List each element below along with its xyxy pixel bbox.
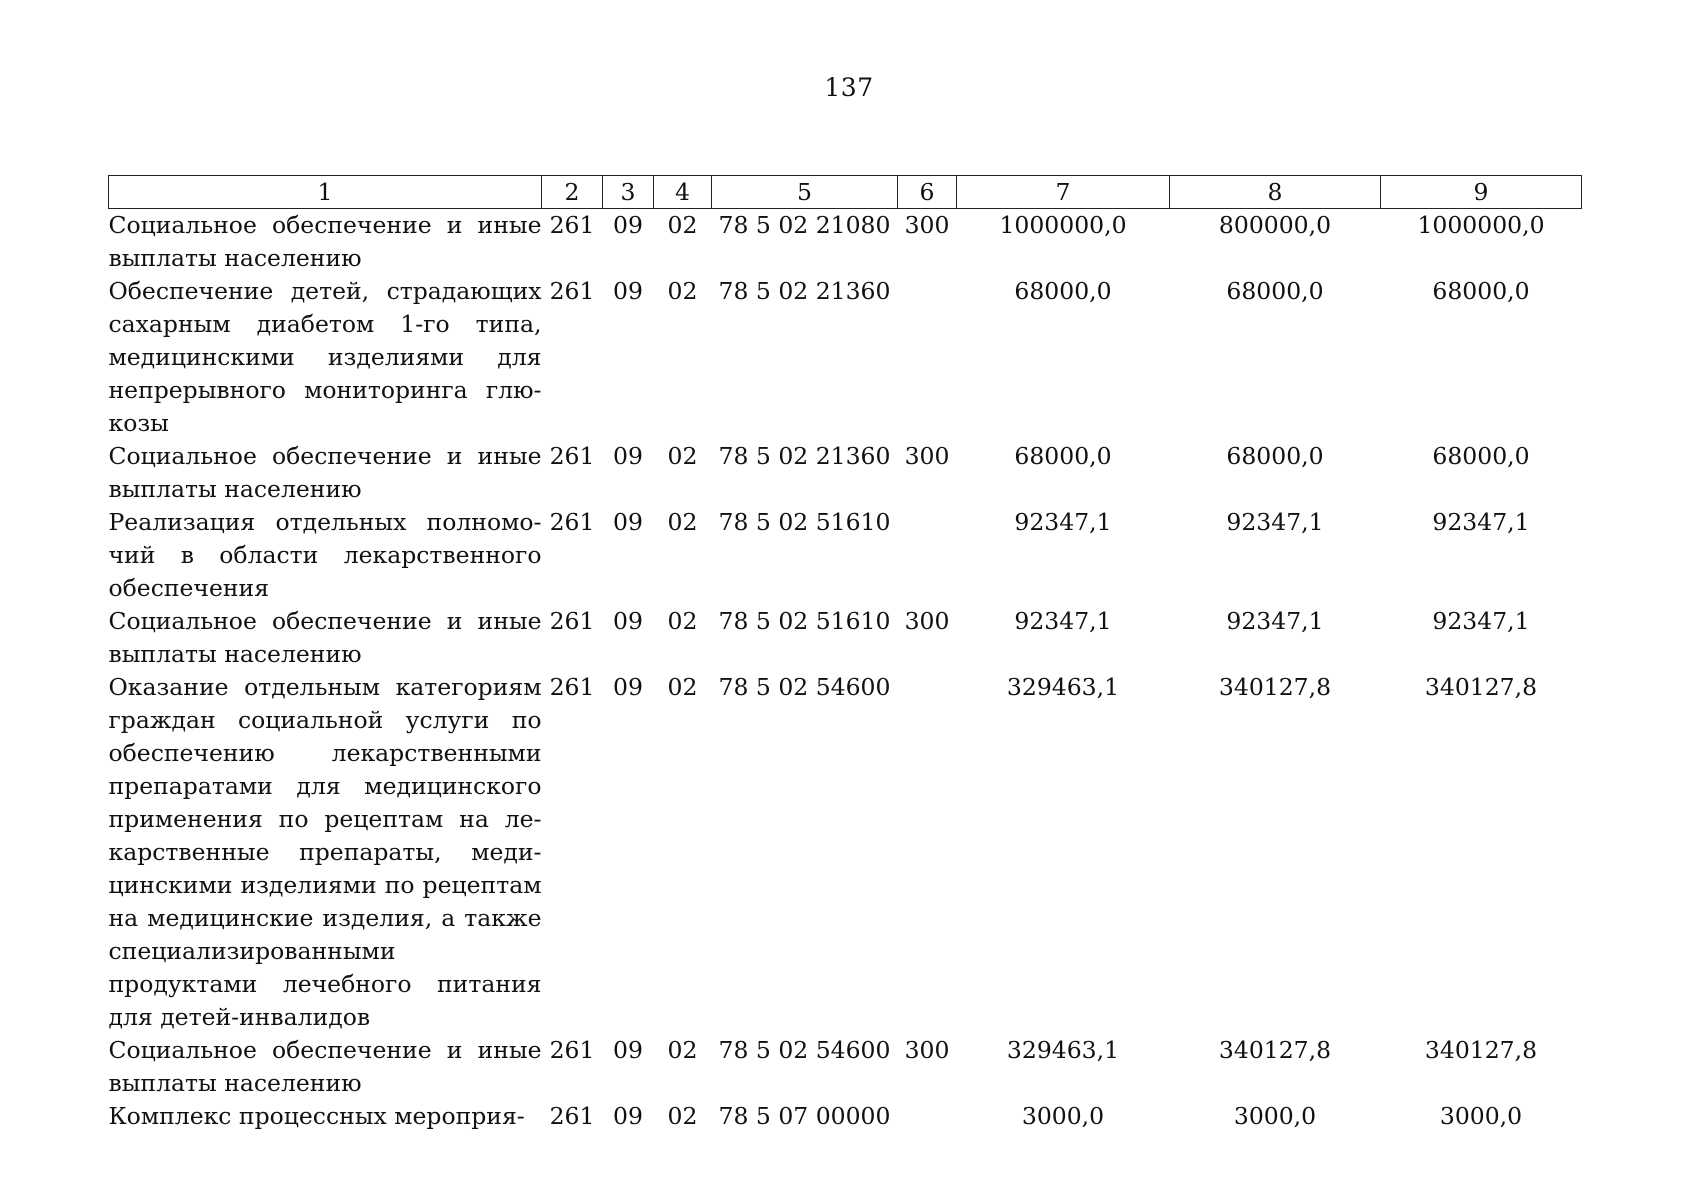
- row-name-cell: Комплекс процессных мероприя-: [108, 1102, 525, 1130]
- expense-type-cell: [898, 275, 957, 440]
- column-number-row: [109, 176, 1582, 209]
- table-row: [109, 1100, 1582, 1133]
- amount-cell: 68000,0: [1432, 442, 1530, 470]
- expense-type-cell: [898, 671, 957, 1034]
- subsection-code-cell: 02: [667, 1036, 698, 1064]
- section-code-cell: 261: [549, 673, 595, 701]
- column-header: 8: [1170, 176, 1381, 209]
- table-row: [109, 506, 1582, 605]
- target-article-cell: 78 5 02 51610: [718, 607, 891, 635]
- table-row: [109, 209, 1582, 276]
- target-article-cell: 78 5 02 21080: [718, 211, 891, 239]
- amount-cell: 340127,8: [1218, 673, 1332, 701]
- amount-cell: 1000000,0: [1417, 211, 1545, 239]
- subsection-code-cell: 09: [613, 673, 643, 701]
- amount-cell: 92347,1: [1226, 508, 1324, 536]
- amount-cell: 92347,1: [1014, 607, 1112, 635]
- target-article-cell: 78 5 07 00000: [718, 1102, 891, 1130]
- expense-type-cell: 300: [904, 442, 950, 470]
- column-header: 1: [109, 176, 542, 209]
- section-code-cell: 261: [549, 442, 595, 470]
- amount-cell: 68000,0: [1014, 277, 1112, 305]
- row-name-cell: Социальное обеспечение и иные выплаты населению: [108, 607, 542, 668]
- amount-cell: 329463,1: [1006, 673, 1120, 701]
- expense-type-cell: 300: [904, 607, 950, 635]
- section-code-cell: 261: [549, 211, 595, 239]
- amount-cell: 92347,1: [1014, 508, 1112, 536]
- subsection-code-cell: 09: [613, 1102, 643, 1130]
- subsection-code-cell: 02: [667, 607, 698, 635]
- expense-type-cell: [898, 506, 957, 605]
- row-name-cell: Реализация отдельных полномочий в области лекарственного обеспечения: [108, 508, 542, 602]
- subsection-code-cell: 02: [667, 673, 698, 701]
- table-body: [109, 209, 1582, 1134]
- target-article-cell: 78 5 02 21360: [718, 277, 891, 305]
- budget-table: [108, 175, 1582, 1133]
- row-name-cell: Социальное обеспечение и иные выплаты населению: [108, 1036, 542, 1097]
- target-article-cell: 78 5 02 21360: [718, 442, 891, 470]
- target-article-cell: 78 5 02 54600: [718, 1036, 891, 1064]
- target-article-cell: 78 5 02 51610: [718, 508, 891, 536]
- section-code-cell: 261: [549, 277, 595, 305]
- expense-type-cell: 300: [904, 211, 950, 239]
- section-code-cell: 261: [549, 1102, 595, 1130]
- subsection-code-cell: 09: [613, 1036, 643, 1064]
- target-article-cell: 78 5 02 54600: [718, 673, 891, 701]
- expense-type-cell: [898, 1100, 957, 1133]
- amount-cell: 92347,1: [1226, 607, 1324, 635]
- subsection-code-cell: 09: [613, 442, 643, 470]
- page-number: 137: [824, 73, 874, 102]
- subsection-code-cell: 09: [613, 607, 643, 635]
- table-row: [109, 671, 1582, 1034]
- expense-type-cell: 300: [904, 1036, 950, 1064]
- subsection-code-cell: 02: [667, 211, 698, 239]
- column-header: 9: [1381, 176, 1582, 209]
- subsection-code-cell: 02: [667, 277, 698, 305]
- column-header: 2: [542, 176, 603, 209]
- amount-cell: 68000,0: [1014, 442, 1112, 470]
- amount-cell: 92347,1: [1432, 508, 1530, 536]
- subsection-code-cell: 02: [667, 1102, 698, 1130]
- row-name-cell: Социальное обеспечение и иные выплаты населению: [108, 211, 542, 272]
- amount-cell: 800000,0: [1218, 211, 1332, 239]
- amount-cell: 68000,0: [1432, 277, 1530, 305]
- column-header: 7: [957, 176, 1170, 209]
- amount-cell: 340127,8: [1424, 1036, 1538, 1064]
- row-name-cell: Оказание отдельным категориям граждан социальной услуги по обеспечению лекарственными препаратами для медицинского применения по рецептам на лекарственные препараты, медицинскими изделиями по рецептам на медицинские изделия, а также специализированными продуктами лечебного питания для детей-инвалидов: [108, 673, 542, 1031]
- amount-cell: 68000,0: [1226, 442, 1324, 470]
- amount-cell: 92347,1: [1432, 607, 1530, 635]
- column-header: 4: [654, 176, 712, 209]
- subsection-code-cell: 09: [613, 508, 643, 536]
- subsection-code-cell: 09: [613, 211, 643, 239]
- section-code-cell: 261: [549, 508, 595, 536]
- subsection-code-cell: 02: [667, 508, 698, 536]
- section-code-cell: 261: [549, 1036, 595, 1064]
- amount-cell: 340127,8: [1424, 673, 1538, 701]
- subsection-code-cell: 09: [613, 277, 643, 305]
- amount-cell: 68000,0: [1226, 277, 1324, 305]
- column-header: 5: [712, 176, 898, 209]
- table-row: [109, 605, 1582, 671]
- amount-cell: 3000,0: [1439, 1102, 1523, 1130]
- table-row: [109, 275, 1582, 440]
- subsection-code-cell: 02: [667, 442, 698, 470]
- row-name-cell: Социальное обеспечение и иные выплаты населению: [108, 442, 542, 503]
- amount-cell: 3000,0: [1233, 1102, 1317, 1130]
- amount-cell: 3000,0: [1021, 1102, 1105, 1130]
- amount-cell: 329463,1: [1006, 1036, 1120, 1064]
- amount-cell: 1000000,0: [999, 211, 1127, 239]
- row-name-cell: Обеспечение детей, страдающих сахарным диабетом 1-го типа, медицинскими изделиями для непрерывного мониторинга глюкозы: [108, 277, 542, 437]
- column-header: 3: [603, 176, 654, 209]
- table-row: [109, 1034, 1582, 1100]
- section-code-cell: 261: [549, 607, 595, 635]
- amount-cell: 340127,8: [1218, 1036, 1332, 1064]
- table-row: [109, 440, 1582, 506]
- column-header: 6: [898, 176, 957, 209]
